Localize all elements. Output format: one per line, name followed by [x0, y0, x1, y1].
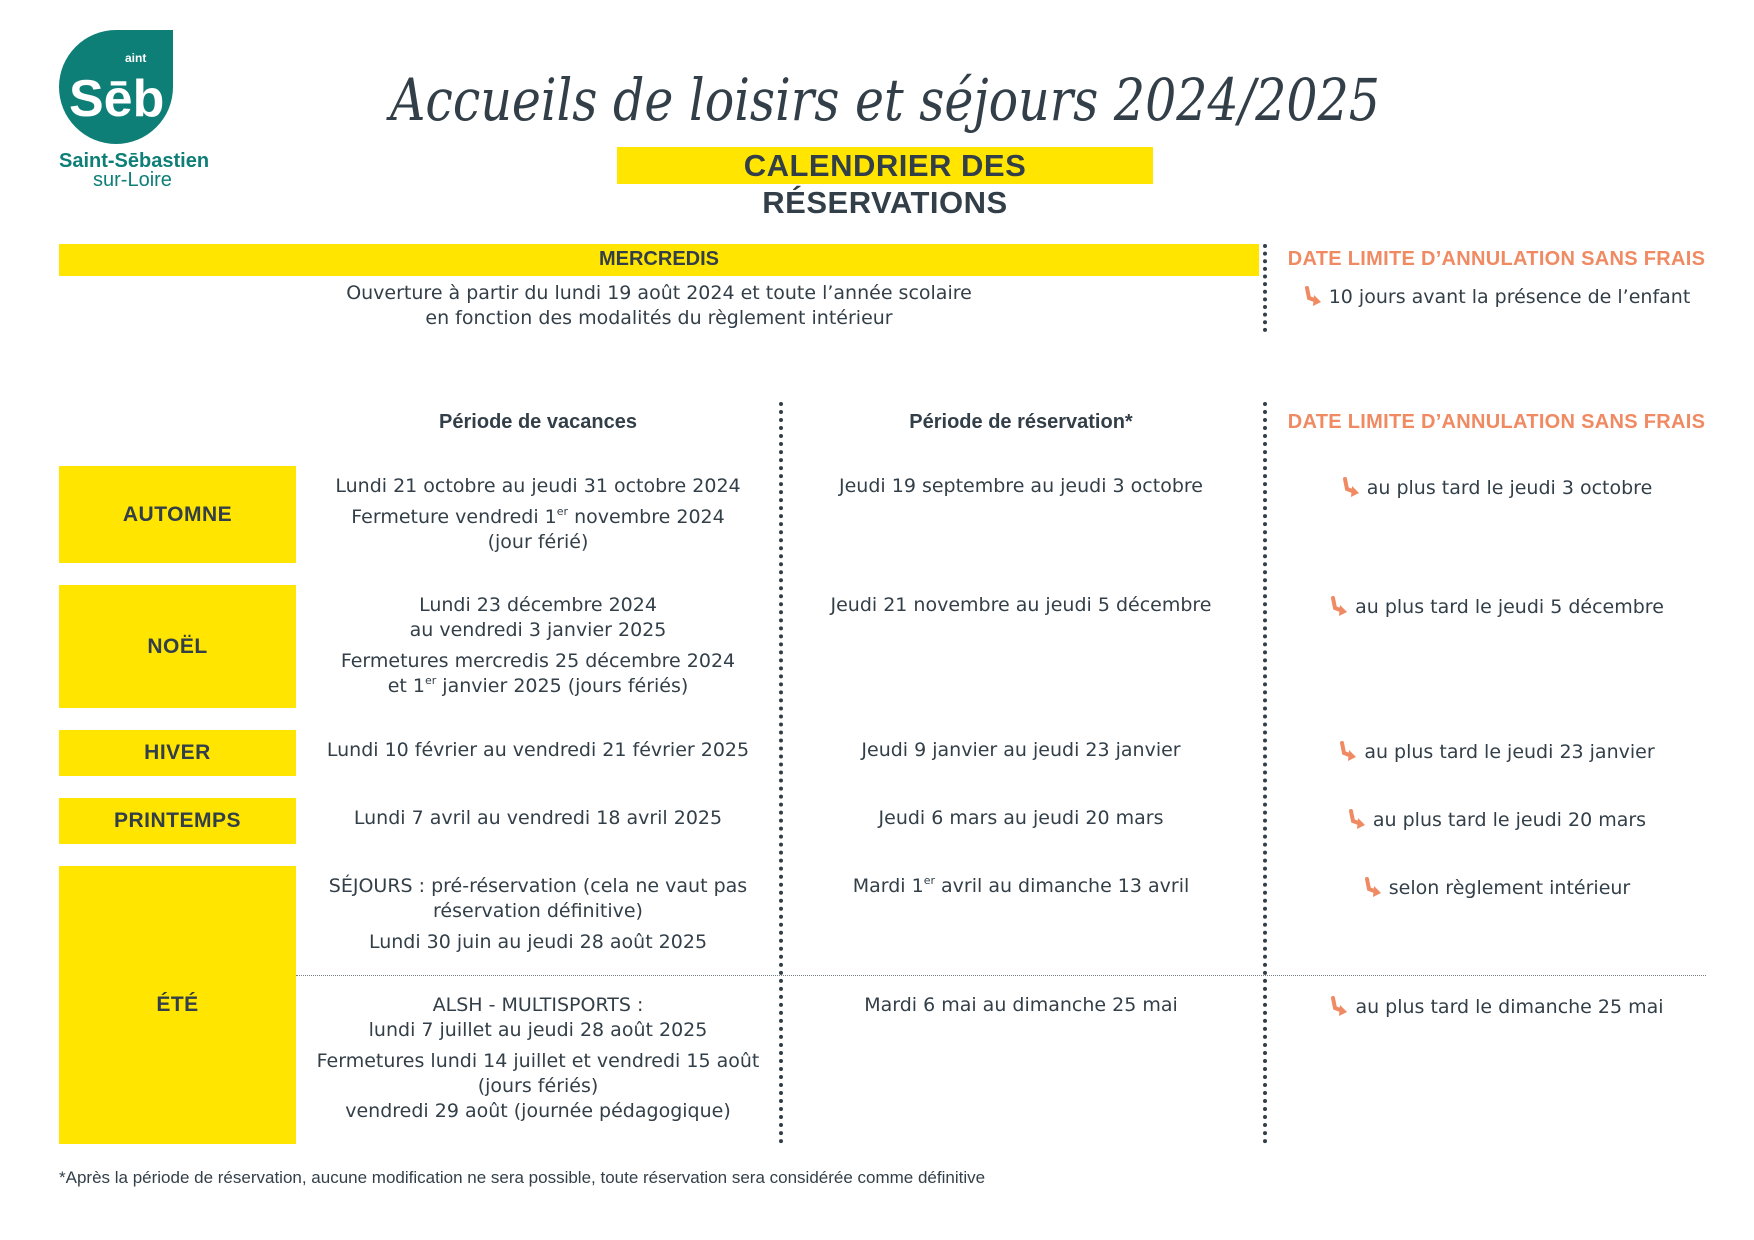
automne-vacances-2b: novembre 2024 [568, 506, 725, 528]
mercredis-deadline-header: DATE LIMITE D’ANNULATION SANS FRAIS [1287, 248, 1706, 270]
season-hiver-label: HIVER [144, 741, 211, 764]
ete-alsh-5: vendredi 29 août (journée pédagogique) [345, 1100, 731, 1122]
ete-sejours-deadline-text: selon règlement intérieur [1388, 877, 1631, 899]
automne-vacances-1: Lundi 21 octobre au jeudi 31 octobre 2024 [335, 475, 741, 497]
ete-alsh-vacances [296, 993, 780, 1124]
mercredis-label: MERCREDIS [598, 248, 719, 270]
season-ete [59, 866, 296, 1144]
arrow-down-right-icon [1303, 286, 1323, 308]
ete-sejours-reservation-b: avril au dimanche 13 avril [934, 875, 1190, 897]
mercredis-line-1: Ouverture à partir du lundi 19 août 2024 et toute l’année scolaire [346, 282, 972, 304]
automne-deadline-text: au plus tard le jeudi 3 octobre [1366, 477, 1653, 499]
ete-alsh-reservation: Mardi 6 mai au dimanche 25 mai [864, 994, 1178, 1016]
arrow-down-right-icon [1363, 877, 1383, 899]
mercredis-deadline [1269, 286, 1724, 308]
mercredis-deadline-text: 10 jours avant la présence de l’enfant [1328, 286, 1691, 308]
ete-alsh-deadline [1269, 996, 1724, 1018]
ete-sejours-reservation-a: Mardi 1 [852, 875, 924, 897]
noel-deadline [1269, 596, 1724, 618]
season-printemps-label: PRINTEMPS [113, 809, 241, 832]
arrow-down-right-icon [1329, 596, 1349, 618]
ete-sejours-1: SÉJOURS : pré-réservation (cela ne vaut pas [328, 875, 748, 897]
printemps-deadline [1269, 809, 1724, 831]
automne-vacances-2sup: er [556, 504, 569, 518]
ete-alsh-1: ALSH - MULTISPORTS : [432, 994, 644, 1016]
ete-sejours-reservation [782, 874, 1260, 899]
ete-sejours-deadline [1269, 877, 1724, 899]
header-periode-vacances: Période de vacances [439, 411, 637, 433]
season-automne [59, 466, 296, 563]
ete-alsh-2: lundi 7 juillet au jeudi 28 août 2025 [368, 1019, 708, 1041]
logo-city-sub: sur-Loire [93, 169, 172, 191]
ete-sejours-3: Lundi 30 juin au jeudi 28 août 2025 [368, 931, 708, 953]
noel-vacances-4a: et 1 [387, 675, 425, 697]
page-title [380, 52, 1390, 142]
logo-badge-big-text: Sēb [69, 70, 165, 128]
season-hiver [59, 730, 296, 776]
hiver-vacances: Lundi 10 février au vendredi 21 février 2025 [326, 739, 750, 761]
page-title-text: Accueils de loisirs et séjours 2024/2025 [385, 66, 1380, 134]
noel-vacances-2: au vendredi 3 janvier 2025 [409, 619, 667, 641]
logo-city-name: Saint-Sēbastien [59, 150, 210, 172]
hiver-deadline-text: au plus tard le jeudi 23 janvier [1364, 741, 1655, 763]
logo-badge-small-text: aint [125, 51, 147, 65]
ete-sejours-2: réservation définitive) [433, 900, 643, 922]
hiver-reservation: Jeudi 9 janvier au jeudi 23 janvier [861, 739, 1181, 761]
noel-vacances [296, 593, 780, 699]
ete-alsh-deadline-text: au plus tard le dimanche 25 mai [1355, 996, 1664, 1018]
noel-vacances-4b: janvier 2025 (jours fériés) [436, 675, 689, 697]
noel-vacances-4 [388, 674, 689, 699]
automne-reservation: Jeudi 19 septembre au jeudi 3 octobre [839, 475, 1203, 497]
mercredis-dotted-divider [1263, 244, 1267, 332]
automne-vacances-3: (jour férié) [487, 531, 589, 553]
header-date-limite: DATE LIMITE D’ANNULATION SANS FRAIS [1287, 411, 1706, 433]
arrow-down-right-icon [1341, 477, 1361, 499]
hiver-deadline [1269, 741, 1724, 763]
season-noel [59, 585, 296, 708]
arrow-down-right-icon [1338, 741, 1358, 763]
season-noel-label: NOËL [147, 634, 208, 658]
automne-vacances-2 [351, 505, 724, 530]
column-divider-2 [1263, 402, 1267, 1144]
printemps-vacances: Lundi 7 avril au vendredi 18 avril 2025 [353, 807, 723, 829]
arrow-down-right-icon [1347, 809, 1367, 831]
ete-alsh-3: Fermetures lundi 14 juillet et vendredi 15 août [316, 1050, 760, 1072]
season-ete-label: ÉTÉ [156, 993, 199, 1016]
noel-vacances-3: Fermetures mercredis 25 décembre 2024 [340, 650, 736, 672]
automne-vacances [296, 474, 780, 555]
automne-vacances-2a: Fermeture vendredi 1 [351, 506, 557, 528]
footnote: *Après la période de réservation, aucune modification ne sera possible, toute réservation sera considérée comme définitive [59, 1168, 986, 1187]
printemps-reservation: Jeudi 6 mars au jeudi 20 mars [878, 807, 1164, 829]
noel-vacances-1: Lundi 23 décembre 2024 [419, 594, 657, 616]
page-subtitle: CALENDRIER DES RÉSERVATIONS [743, 148, 1027, 220]
ete-sejours-vacances [296, 874, 780, 955]
saint-seb-logo-badge [59, 30, 173, 144]
printemps-deadline-text: au plus tard le jeudi 20 mars [1372, 809, 1647, 831]
noel-vacances-4sup: er [424, 673, 437, 687]
mercredis-line-2: en fonction des modalités du règlement intérieur [425, 307, 893, 329]
season-printemps [59, 798, 296, 844]
noel-reservation: Jeudi 21 novembre au jeudi 5 décembre [830, 594, 1212, 616]
ete-alsh-4: (jours fériés) [477, 1075, 599, 1097]
noel-deadline-text: au plus tard le jeudi 5 décembre [1355, 596, 1664, 618]
ete-row-separator [296, 975, 1706, 976]
arrow-down-right-icon [1329, 996, 1349, 1018]
header-periode-reservation: Période de réservation* [909, 411, 1133, 433]
season-automne-label: AUTOMNE [122, 502, 233, 526]
ete-sejours-reservation-sup: er [923, 873, 935, 887]
automne-deadline [1269, 477, 1724, 499]
